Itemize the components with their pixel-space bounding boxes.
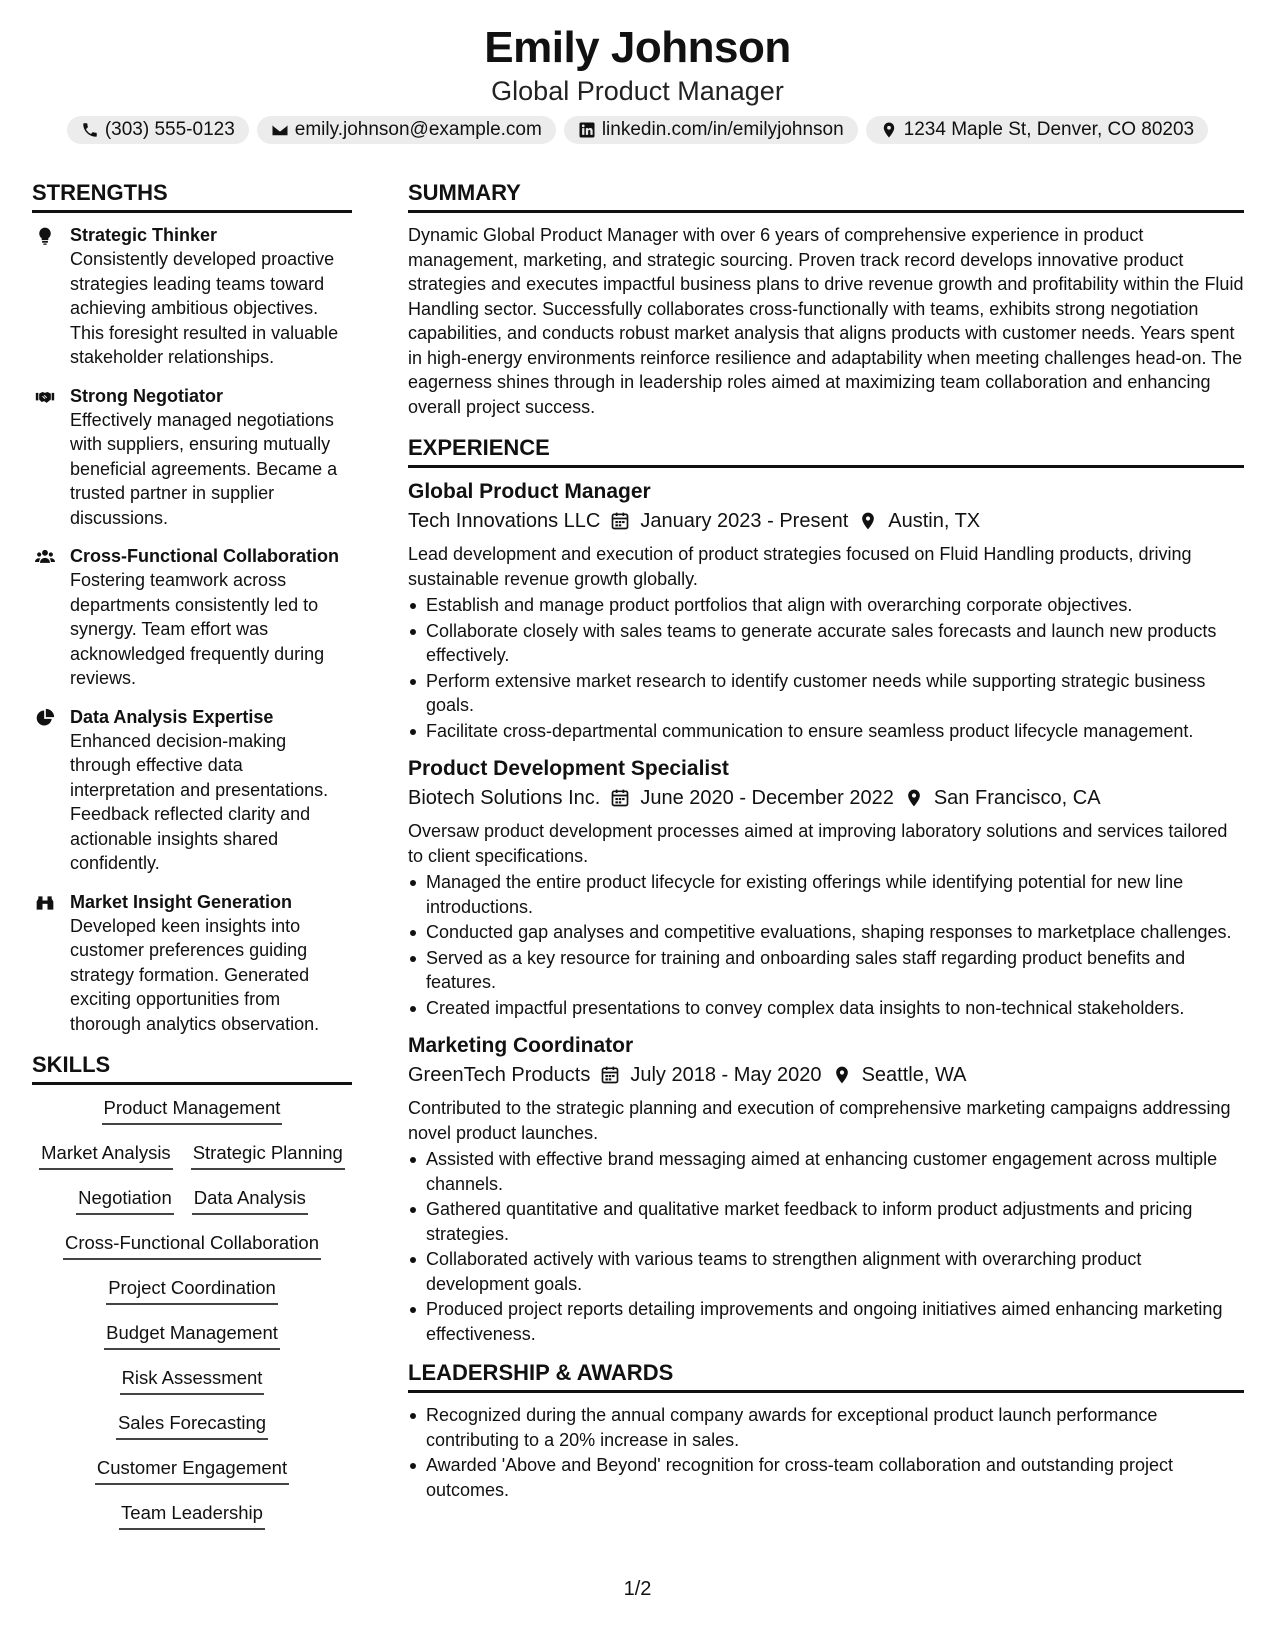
job-bullet: Facilitate cross-departmental communication to ensure seamless product lifecycle management. (408, 719, 1244, 744)
job-desc: Lead development and execution of product strategies focused on Fluid Handling products, driving sustainable revenue growth globally. (408, 544, 1192, 589)
job-bullet: Collaborated actively with various teams to strengthen alignment with overarching product development goals. (408, 1247, 1244, 1296)
calendar-icon (610, 788, 630, 808)
job-bullet: Served as a key resource for training and onboarding sales staff regarding product benefits and features. (408, 946, 1244, 995)
skill-tag: Market Analysis (39, 1140, 173, 1170)
leadership-bullet: Awarded 'Above and Beyond' recognition for cross-team collaboration and outstanding project outcomes. (408, 1453, 1244, 1502)
skill-tag: Sales Forecasting (116, 1410, 268, 1440)
skill-tag: Product Management (102, 1095, 283, 1125)
strength-item (32, 890, 352, 1037)
strength-title: Strong Negotiator (70, 385, 223, 406)
job-entry (408, 478, 1244, 743)
linkedin-icon (578, 121, 596, 139)
strength-title: Market Insight Generation (70, 891, 293, 912)
job-bullet: Establish and manage product portfolios that align with overarching corporate objectives. (408, 593, 1244, 618)
contact-phone[interactable] (67, 116, 249, 144)
contact-email-text: emily.johnson@example.com (294, 119, 542, 140)
location-pin-icon (858, 511, 878, 531)
job-title: Marketing Coordinator (408, 1034, 634, 1057)
contact-address-text: 1234 Maple St, Denver, CO 80203 (903, 119, 1195, 140)
skill-tag: Team Leadership (119, 1500, 265, 1530)
calendar-icon (610, 511, 630, 531)
candidate-role: Global Product Manager (491, 76, 784, 106)
users-icon (35, 547, 55, 567)
job-bullet: Collaborate closely with sales teams to generate accurate sales forecasts and launch new products effectively. (408, 619, 1244, 668)
contact-bar (0, 116, 1275, 144)
job-entry (408, 755, 1244, 1020)
lightbulb-icon (35, 226, 55, 246)
skill-row (106, 1275, 278, 1320)
job-bullet: Produced project reports detailing improvements and ongoing initiatives aimed enhancing marketing effectiveness. (408, 1297, 1244, 1346)
job-location: Austin, TX (888, 510, 981, 532)
summary-title: SUMMARY (408, 178, 1244, 213)
job-title: Global Product Manager (408, 480, 651, 503)
summary-text: Dynamic Global Product Manager with over 6 years of comprehensive experience in product management, marketing, and strategic sourcing. Proven track record develops innovative product strategies and executes impactful business plans to drive revenue growth and profitability within the Fluid Handling sector. Successfully collaborates cross-functionally with teams, exhibits strong negotiation capabilities, and conducts robust market analysis that aligns products with customer needs. Years spent in high-energy environments reinforce resilience and adaptability when meeting challenges head-on. The eagerness shines through in leadership roles aimed at maximizing team collaboration and enhancing overall project success. (408, 225, 1244, 417)
job-meta (408, 1060, 1244, 1090)
phone-icon (81, 121, 99, 139)
location-pin-icon (880, 121, 898, 139)
job-bullet: Conducted gap analyses and competitive evaluations, shaping responses to marketplace challenges. (408, 920, 1244, 945)
skill-tag: Data Analysis (192, 1185, 308, 1215)
strength-title: Cross-Functional Collaboration (70, 546, 340, 566)
skill-tag: Strategic Planning (191, 1140, 345, 1170)
job-dates: January 2023 - Present (640, 510, 849, 532)
strength-desc: Effectively managed negotiations with suppliers, ensuring mutually beneficial agreements. Became a trusted partner in supplier discussions. (70, 409, 338, 528)
envelope-icon (271, 121, 289, 139)
skill-tag: Project Coordination (106, 1275, 278, 1305)
job-bullet: Perform extensive market research to identify customer needs while supporting strategic business goals. (408, 669, 1244, 718)
strength-desc: Fostering teamwork across departments consistently led to synergy. Team effort was acknowledged frequently during reviews. (70, 570, 325, 688)
job-meta (408, 783, 1244, 813)
skill-row (39, 1140, 345, 1185)
pie-chart-icon (35, 708, 55, 728)
skill-row (104, 1320, 280, 1365)
strength-item (32, 544, 352, 691)
skill-row (119, 1500, 265, 1545)
binoculars-icon (35, 893, 55, 913)
page-number: 1/2 (623, 1578, 652, 1600)
contact-address[interactable] (866, 116, 1208, 144)
job-title: Product Development Specialist (408, 757, 729, 780)
job-desc: Oversaw product development processes aimed at improving laboratory solutions and services tailored to client specifications. (408, 821, 1228, 866)
job-desc: Contributed to the strategic planning and execution of comprehensive marketing campaigns addressing novel product launches. (408, 1098, 1231, 1143)
contact-linkedin-text: linkedin.com/in/emilyjohnson (601, 119, 844, 140)
skill-tag: Cross-Functional Collaboration (63, 1230, 321, 1260)
job-bullet: Assisted with effective brand messaging aimed at enhancing customer engagement across multiple channels. (408, 1147, 1244, 1196)
job-bullets (408, 593, 1244, 743)
strength-item (32, 223, 352, 370)
right-column (408, 178, 1244, 1503)
handshake-icon (35, 387, 55, 407)
job-bullet: Created impactful presentations to convey complex data insights to non-technical stakeholders. (408, 996, 1244, 1021)
location-pin-icon (832, 1065, 852, 1085)
skill-tag: Customer Engagement (95, 1455, 289, 1485)
job-entry (408, 1032, 1244, 1346)
leadership-title: LEADERSHIP & AWARDS (408, 1358, 1244, 1393)
skill-row (63, 1230, 321, 1275)
strength-item (32, 705, 352, 876)
job-company: Tech Innovations LLC (408, 510, 601, 532)
experience-title: EXPERIENCE (408, 433, 1244, 468)
contact-email[interactable] (257, 116, 556, 144)
skill-row (95, 1455, 289, 1500)
skill-tag: Negotiation (76, 1185, 174, 1215)
skills-list (32, 1095, 352, 1545)
job-bullets (408, 870, 1244, 1020)
skill-tag: Budget Management (104, 1320, 280, 1350)
strengths-title: STRENGTHS (32, 178, 352, 213)
strength-title: Data Analysis Expertise (70, 706, 274, 727)
skills-title: SKILLS (32, 1050, 352, 1085)
job-bullet: Managed the entire product lifecycle for existing offerings while identifying potential for new line introductions. (408, 870, 1244, 919)
strength-desc: Developed keen insights into customer preferences guiding strategy formation. Generated exciting opportunities from thorough analytics observation. (70, 915, 320, 1034)
strength-item (32, 384, 352, 531)
calendar-icon (600, 1065, 620, 1085)
candidate-name: Emily Johnson (484, 23, 791, 72)
skill-row (76, 1185, 308, 1230)
location-pin-icon (904, 788, 924, 808)
job-company: Biotech Solutions Inc. (408, 787, 601, 809)
strength-desc: Consistently developed proactive strategies leading teams toward achieving ambitious objectives. This foresight resulted in valuable stakeholder relationships. (70, 249, 339, 367)
resume-header (0, 22, 1275, 144)
contact-phone-text: (303) 555-0123 (104, 119, 235, 140)
job-bullet: Gathered quantitative and qualitative market feedback to inform product adjustments and pricing strategies. (408, 1197, 1244, 1246)
job-location: Seattle, WA (861, 1064, 967, 1086)
strength-desc: Enhanced decision-making through effective data interpretation and presentations. Feedback reflected clarity and actionable insights shared confidently. (70, 730, 329, 873)
strength-title: Strategic Thinker (70, 225, 218, 245)
leadership-bullets (408, 1403, 1244, 1502)
job-dates: June 2020 - December 2022 (640, 787, 894, 809)
leadership-bullet: Recognized during the annual company awards for exceptional product launch performance contributing to a 20% increase in sales. (408, 1403, 1244, 1452)
job-bullets (408, 1147, 1244, 1346)
skill-row (120, 1365, 265, 1410)
job-meta (408, 506, 1244, 536)
skill-row (102, 1095, 283, 1140)
job-dates: July 2018 - May 2020 (630, 1064, 822, 1086)
contact-linkedin[interactable] (564, 116, 858, 144)
job-company: GreenTech Products (408, 1064, 591, 1086)
job-location: San Francisco, CA (933, 787, 1101, 809)
skill-row (116, 1410, 268, 1455)
skill-tag: Risk Assessment (120, 1365, 265, 1395)
left-column (32, 178, 352, 1545)
